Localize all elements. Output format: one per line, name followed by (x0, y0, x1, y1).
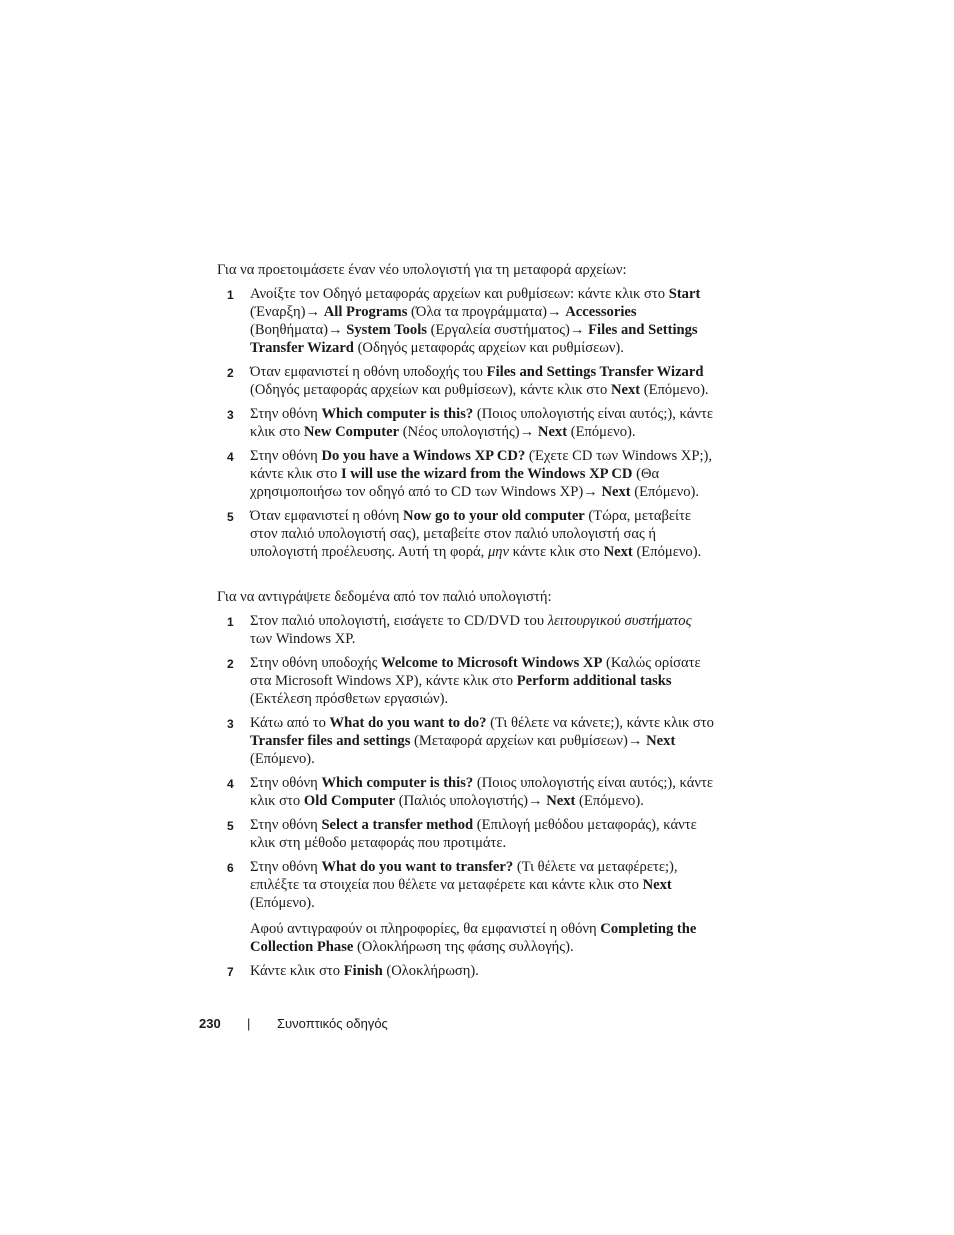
text-run: Στην οθόνη (250, 859, 322, 875)
step-text (250, 448, 712, 500)
bold-term: All Programs (323, 304, 408, 320)
text-run: (Οδηγός μεταφοράς αρχείων και ρυθμίσεων). (353, 340, 624, 356)
bold-term: I will use the wizard from the Windows XP CD (340, 466, 633, 482)
step-number: 3 (227, 717, 234, 731)
text-run: (Εργαλεία συστήματος)→ (426, 322, 589, 338)
text-run: (Έναρξη)→ (250, 304, 324, 320)
step-text (250, 613, 692, 647)
text-run: (Επιλογή μεθόδου μεταφοράς), κάντε κλικ στη μέθοδο μεταφοράς που προτιμάτε. (250, 817, 697, 851)
step-number: 1 (227, 615, 234, 629)
bold-term: Files and Settings Transfer Wizard (250, 322, 698, 356)
text-run: Ανοίξτε τον Οδηγό μεταφοράς αρχείων και ρυθμίσεων: κάντε κλικ στο (250, 286, 669, 302)
bold-term: Start (668, 286, 701, 302)
step-text (250, 859, 678, 911)
text-run: (Ολοκλήρωση της φάσης συλλογής). (353, 939, 574, 955)
step-number: 7 (227, 965, 234, 979)
text-run: Κάντε κλικ στο (250, 963, 344, 979)
step-text (250, 508, 701, 560)
text-run: (Επόμενο). (632, 544, 702, 560)
text-run: (Τι θέλετε να μεταφέρετε;), επιλέξτε τα στοιχεία που θέλετε να μεταφέρετε και κάντε κλικ στο (250, 859, 678, 893)
bold-term: Next (642, 877, 672, 893)
text-run: Αφού αντιγραφούν οι πληροφορίες, θα εμφανιστεί η οθόνη (250, 921, 601, 937)
bold-term: Which computer is this? (321, 406, 474, 422)
bold-term: Transfer files and settings (250, 733, 411, 749)
step-note (250, 920, 717, 956)
bold-term: What do you want to do? (329, 715, 487, 731)
text-run: Στην οθόνη (250, 406, 322, 422)
bold-term: Next (610, 382, 641, 398)
bold-term: Perform additional tasks (516, 673, 672, 689)
intro-old-computer: Για να αντιγράψετε δεδομένα από τον παλιό υπολογιστή: (217, 589, 552, 605)
text-run: (Καλώς ορίσατε στα Microsoft Windows XP), κάντε κλικ στο (250, 655, 701, 689)
bold-term: Next (646, 733, 676, 749)
text-run: Κάτω από το (250, 715, 330, 731)
bold-term: Welcome to Microsoft Windows XP (381, 655, 603, 671)
text-run: (Οδηγός μεταφοράς αρχείων και ρυθμίσεων), κάντε κλικ στο (250, 382, 611, 398)
text-run: Στην οθόνη (250, 448, 322, 464)
text-run: (Όλα τα προγράμματα)→ (407, 304, 566, 320)
text-run: (Ολοκλήρωση). (382, 963, 479, 979)
italic-term: λειτουργικού συστήματος (547, 613, 692, 629)
text-run: (Τι θέλετε να κάνετε;), κάντε κλικ στο (486, 715, 714, 731)
text-run: (Νέος υπολογιστής)→ (399, 424, 538, 440)
text-run: Στον παλιό υπολογιστή, εισάγετε το CD/DVD του (250, 613, 548, 629)
step-text (250, 715, 714, 767)
bold-term: Completing the Collection Phase (250, 921, 697, 955)
step-text (250, 963, 479, 979)
page-number: 230 (199, 1016, 221, 1031)
bold-term: New Computer (303, 424, 400, 440)
bold-term: Select a transfer method (321, 817, 474, 833)
footer-title: Συνοπτικός οδηγός (277, 1016, 388, 1031)
list-item (217, 714, 717, 768)
list-item (217, 507, 717, 561)
text-run: Όταν εμφανιστεί η οθόνη (250, 508, 404, 524)
bold-term: System Tools (346, 322, 427, 338)
step-number: 3 (227, 408, 234, 422)
step-number: 4 (227, 777, 234, 791)
list-item (217, 654, 717, 708)
text-run: (Ποιος υπολογιστής είναι αυτός;), κάντε κλικ στο (250, 775, 713, 809)
step-text (250, 655, 701, 707)
text-run: Όταν εμφανιστεί η οθόνη υποδοχής του (250, 364, 487, 380)
list-item (217, 858, 717, 956)
italic-term: μην (487, 544, 509, 560)
step-number: 1 (227, 288, 234, 302)
bold-term: Do you have a Windows XP CD? (321, 448, 526, 464)
step-text (250, 364, 709, 398)
step-text (250, 817, 697, 851)
bold-term: Which computer is this? (321, 775, 474, 791)
step-number: 5 (227, 819, 234, 833)
text-run: Στην οθόνη (250, 817, 322, 833)
bold-term: Old Computer (303, 793, 396, 809)
list-item (217, 612, 717, 648)
list-item (217, 285, 717, 357)
footer-separator: | (247, 1016, 251, 1031)
text-run: κάντε κλικ στο (508, 544, 604, 560)
text-run: (Επόμενο). (630, 484, 700, 500)
text-run: (Επόμενο). (640, 382, 709, 398)
text-run: (Τώρα, μεταβείτε στον παλιό υπολογιστή σας), μεταβείτε στον παλιό υπολογιστή σας ή υπολογιστή προέλευσης. Αυτή τη φορά, (250, 508, 691, 560)
text-run: (Ποιος υπολογιστής είναι αυτός;), κάντε κλικ στο (250, 406, 713, 440)
steps-new-computer (217, 285, 717, 567)
step-text (250, 286, 700, 356)
step-text (250, 775, 713, 809)
bold-term: Files and Settings Transfer Wizard (486, 364, 704, 380)
text-run: Στην οθόνη υποδοχής (250, 655, 382, 671)
bold-term: What do you want to transfer? (321, 859, 514, 875)
steps-old-computer (217, 612, 717, 986)
text-run: (Θα χρησιμοποιήσω τον οδηγό από το CD των Windows XP)→ (250, 466, 660, 500)
bold-term: Now go to your old computer (403, 508, 585, 524)
text-run: (Μεταφορά αρχείων και ρυθμίσεων)→ (410, 733, 647, 749)
step-number: 2 (227, 657, 234, 671)
bold-term: Accessories (565, 304, 637, 320)
step-number: 5 (227, 510, 234, 524)
list-item (217, 363, 717, 399)
bold-term: Next (603, 544, 633, 560)
step-number: 6 (227, 861, 234, 875)
step-text (250, 406, 713, 440)
text-run: (Επόμενο). (250, 895, 315, 911)
text-run: των Windows XP. (250, 631, 356, 647)
bold-term: Finish (343, 963, 383, 979)
text-run: (Παλιός υπολογιστής)→ (395, 793, 547, 809)
text-run: (Βοηθήματα)→ (250, 322, 347, 338)
list-item (217, 962, 717, 980)
text-run: (Έχετε CD των Windows XP;), κάντε κλικ στο (250, 448, 713, 482)
text-run: (Επόμενο). (250, 751, 315, 767)
bold-term: Next (537, 424, 568, 440)
intro-new-computer: Για να προετοιμάσετε έναν νέο υπολογιστή για τη μεταφορά αρχείων: (217, 262, 627, 278)
list-item (217, 774, 717, 810)
step-number: 2 (227, 366, 234, 380)
list-item (217, 405, 717, 441)
text-run: (Επόμενο). (567, 424, 636, 440)
bold-term: Next (546, 793, 576, 809)
step-number: 4 (227, 450, 234, 464)
list-item (217, 447, 717, 501)
list-item (217, 816, 717, 852)
bold-term: Next (601, 484, 631, 500)
text-run: Στην οθόνη (250, 775, 322, 791)
text-run: (Εκτέλεση πρόσθετων εργασιών). (250, 691, 449, 707)
text-run: (Επόμενο). (575, 793, 644, 809)
